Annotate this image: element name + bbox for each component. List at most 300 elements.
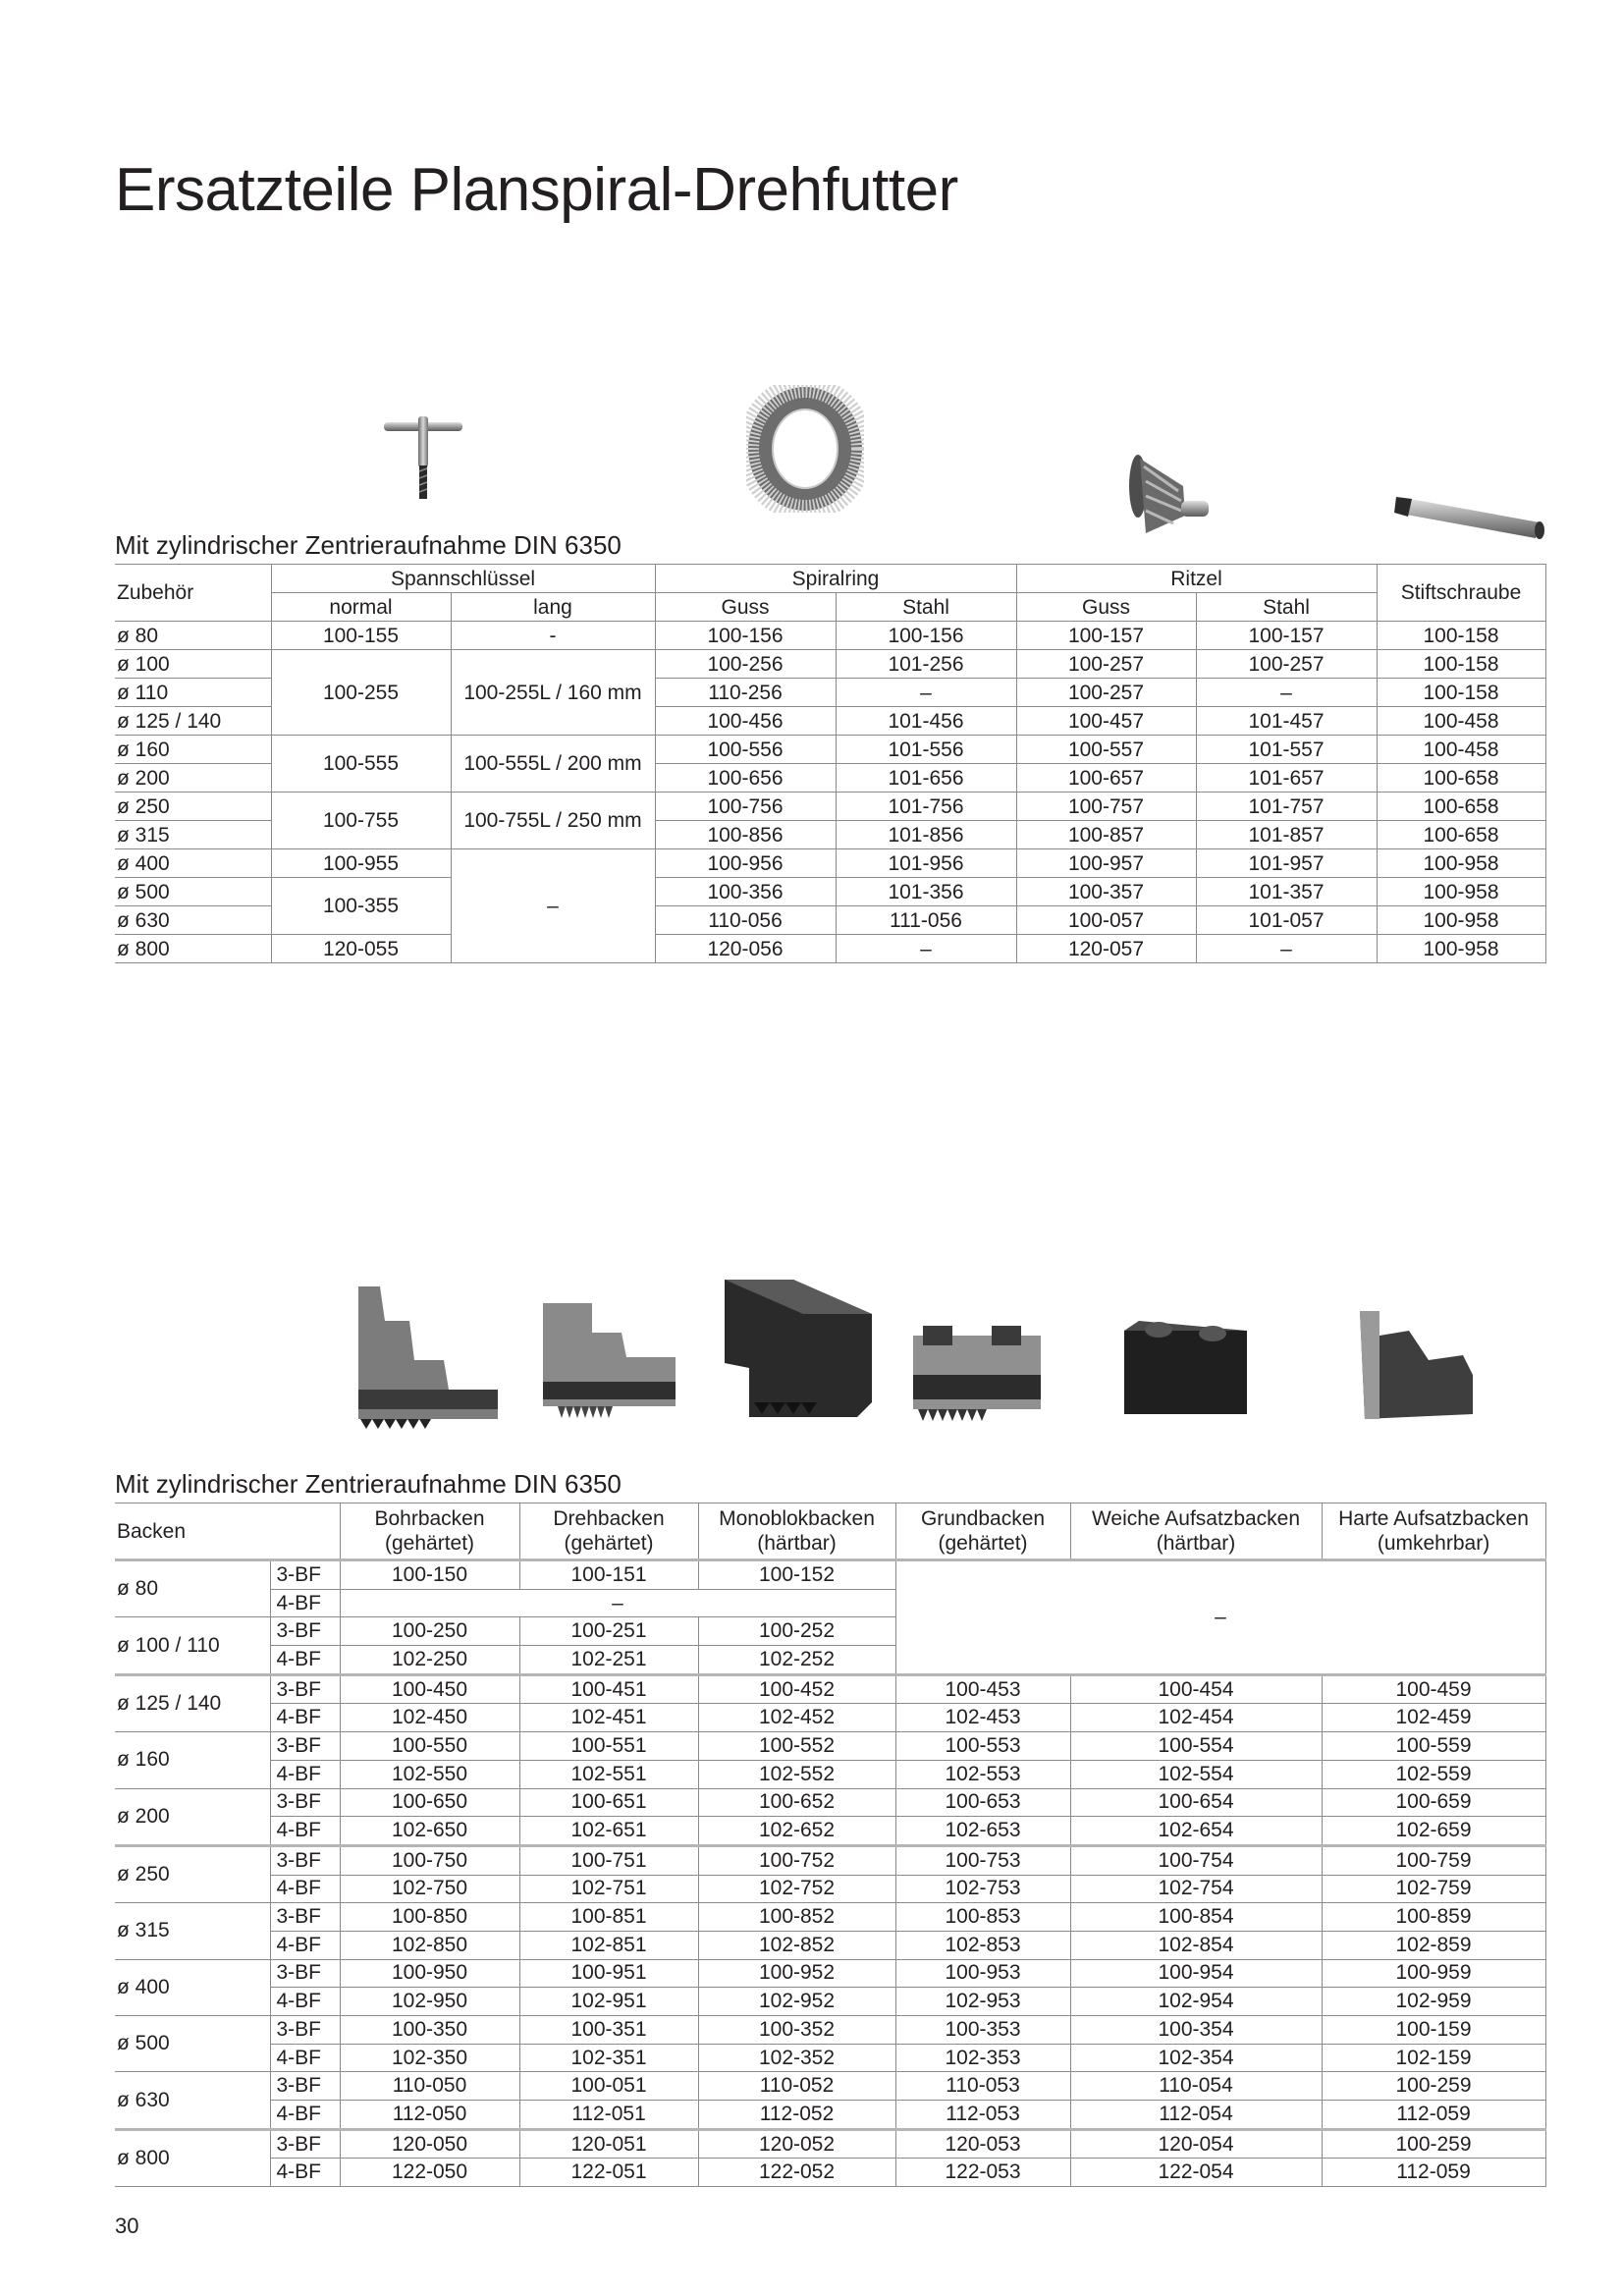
- ritzel-stahl-cell: 101-957: [1196, 849, 1377, 878]
- part-number-cell: 102-754: [1070, 1875, 1322, 1903]
- key-lang-cell: –: [451, 849, 655, 963]
- spiral-stahl-cell: 101-956: [836, 849, 1016, 878]
- part-number-cell: 100-653: [895, 1788, 1070, 1817]
- key-lang-cell: 100-755L / 250 mm: [451, 793, 655, 849]
- part-number-cell: 102-659: [1322, 1817, 1545, 1846]
- size-cell: ø 110: [115, 679, 271, 707]
- part-number-cell: 102-554: [1070, 1760, 1322, 1788]
- header-line1: Grundbacken: [920, 1507, 1046, 1530]
- table-row: [115, 793, 1545, 821]
- base-jaw-image: [908, 1326, 1046, 1424]
- table-row: [115, 1988, 1545, 2016]
- spiral-guss-cell: 100-456: [655, 707, 836, 736]
- size-cell: ø 500: [115, 2016, 270, 2072]
- part-number-cell: 100-259: [1322, 2129, 1545, 2159]
- part-number-cell: 102-654: [1070, 1817, 1322, 1846]
- spiral-guss-cell: 110-256: [655, 679, 836, 707]
- table-row: [115, 878, 1545, 906]
- bf-cell: 3-BF: [270, 1732, 340, 1761]
- part-number-cell: 100-652: [698, 1788, 895, 1817]
- table-row: [115, 2129, 1545, 2159]
- spiral-guss-cell: 100-256: [655, 650, 836, 679]
- dash-cell: –: [895, 1560, 1545, 1675]
- spiral-stahl-cell: –: [836, 935, 1016, 963]
- key-normal-cell: 120-055: [271, 935, 451, 963]
- size-cell: ø 250: [115, 1845, 270, 1902]
- ritzel-stahl-cell: 101-457: [1196, 707, 1377, 736]
- spiral-guss-cell: 100-956: [655, 849, 836, 878]
- spiral-guss-cell: 120-056: [655, 935, 836, 963]
- bf-cell: 4-BF: [270, 1589, 340, 1617]
- part-number-cell: 100-959: [1322, 1959, 1545, 1988]
- size-cell: ø 800: [115, 935, 271, 963]
- header-line2: (gehärtet): [384, 1532, 475, 1555]
- size-cell: ø 100 / 110: [115, 1617, 270, 1674]
- bf-cell: 4-BF: [270, 1646, 340, 1675]
- stiftschraube-cell: 100-658: [1377, 821, 1545, 849]
- accessories-table: [115, 564, 1546, 963]
- part-number-cell: 102-651: [519, 1817, 698, 1846]
- bf-cell: 3-BF: [270, 1560, 340, 1590]
- bf-cell: 3-BF: [270, 1845, 340, 1875]
- ritzel-guss-cell: 100-957: [1016, 849, 1196, 878]
- table-row: [115, 2016, 1545, 2045]
- stiftschraube-cell: 100-158: [1377, 650, 1545, 679]
- part-number-cell: 120-054: [1070, 2129, 1322, 2159]
- part-number-cell: 100-552: [698, 1732, 895, 1761]
- part-number-cell: 102-459: [1322, 1704, 1545, 1732]
- part-number-cell: 100-453: [895, 1674, 1070, 1704]
- bf-cell: 3-BF: [270, 1903, 340, 1932]
- part-number-cell: 100-051: [519, 2072, 698, 2101]
- part-number-cell: 100-151: [519, 1560, 698, 1590]
- table-row: [115, 650, 1545, 679]
- ritzel-guss-cell: 100-757: [1016, 793, 1196, 821]
- table-row: [115, 1674, 1545, 1704]
- header-line1: Weiche Aufsatzbacken: [1091, 1507, 1301, 1530]
- part-number-cell: 100-259: [1322, 2072, 1545, 2101]
- part-number-cell: 102-954: [1070, 1988, 1322, 2016]
- part-number-cell: 102-452: [698, 1704, 895, 1732]
- table-row: [115, 1903, 1545, 1932]
- part-number-cell: 112-053: [895, 2101, 1070, 2130]
- ritzel-stahl-cell: 101-857: [1196, 821, 1377, 849]
- stiftschraube-cell: 100-958: [1377, 906, 1545, 935]
- bf-cell: 4-BF: [270, 1760, 340, 1788]
- ritzel-stahl-cell: 101-757: [1196, 793, 1377, 821]
- spiral-stahl-cell: 101-556: [836, 736, 1016, 764]
- header-normal: normal: [271, 593, 451, 622]
- part-number-cell: 102-552: [698, 1760, 895, 1788]
- table-row: [115, 849, 1545, 878]
- bf-cell: 4-BF: [270, 1875, 340, 1903]
- header-ritzel-stahl: Stahl: [1196, 593, 1377, 622]
- part-number-cell: 100-351: [519, 2016, 698, 2045]
- part-number-cell: 100-650: [340, 1788, 519, 1817]
- table-row: [115, 1732, 1545, 1761]
- part-number-cell: 102-350: [340, 2044, 519, 2072]
- header-spiral-guss: Guss: [655, 593, 836, 622]
- soft-top-jaw-image: [1119, 1316, 1252, 1424]
- drill-jaw-image: [351, 1282, 508, 1429]
- part-number-cell: 102-952: [698, 1988, 895, 2016]
- part-number-cell: 102-351: [519, 2044, 698, 2072]
- section-title-jaws: Mit zylindrischer Zentrieraufnahme DIN 6350: [115, 1469, 622, 1499]
- part-number-cell: 100-451: [519, 1674, 698, 1704]
- part-number-cell: 100-750: [340, 1845, 519, 1875]
- section-title-accessories: Mit zylindrischer Zentrieraufnahme DIN 6350: [115, 530, 622, 560]
- size-cell: ø 200: [115, 1788, 270, 1845]
- table-row: [115, 935, 1545, 963]
- bf-cell: 3-BF: [270, 1959, 340, 1988]
- jaws-table: [115, 1503, 1546, 2187]
- ritzel-guss-cell: 100-357: [1016, 878, 1196, 906]
- part-number-cell: 112-050: [340, 2101, 519, 2130]
- part-number-cell: 102-251: [519, 1646, 698, 1675]
- header-jaw-type: [340, 1503, 519, 1560]
- part-number-cell: 102-550: [340, 1760, 519, 1788]
- part-number-cell: 102-450: [340, 1704, 519, 1732]
- part-number-cell: 100-251: [519, 1617, 698, 1646]
- part-number-cell: 112-059: [1322, 2159, 1545, 2187]
- stiftschraube-cell: 100-658: [1377, 793, 1545, 821]
- stiftschraube-cell: 100-458: [1377, 707, 1545, 736]
- part-number-cell: 102-250: [340, 1646, 519, 1675]
- stiftschraube-cell: 100-958: [1377, 935, 1545, 963]
- header-stiftschraube: Stiftschraube: [1377, 565, 1545, 622]
- part-number-cell: 102-853: [895, 1931, 1070, 1959]
- part-number-cell: 100-459: [1322, 1674, 1545, 1704]
- header-ritzel-guss: Guss: [1016, 593, 1196, 622]
- size-cell: ø 630: [115, 906, 271, 935]
- header-line2: (gehärtet): [938, 1532, 1028, 1555]
- header-spiral-stahl: Stahl: [836, 593, 1016, 622]
- bf-cell: 4-BF: [270, 1988, 340, 2016]
- key-lang-cell: 100-255L / 160 mm: [451, 650, 655, 736]
- size-cell: ø 315: [115, 821, 271, 849]
- part-number-cell: 112-051: [519, 2101, 698, 2130]
- part-number-cell: 100-853: [895, 1903, 1070, 1932]
- header-jaw-type: [1070, 1503, 1322, 1560]
- part-number-cell: 100-851: [519, 1903, 698, 1932]
- size-cell: ø 630: [115, 2072, 270, 2129]
- bf-cell: 4-BF: [270, 1817, 340, 1846]
- bf-cell: 4-BF: [270, 2159, 340, 2187]
- table-row: [115, 2072, 1545, 2101]
- key-normal-cell: 100-355: [271, 878, 451, 935]
- spiral-stahl-cell: 100-156: [836, 622, 1016, 650]
- ritzel-guss-cell: 100-657: [1016, 764, 1196, 793]
- ritzel-stahl-cell: 100-157: [1196, 622, 1377, 650]
- part-number-cell: 100-454: [1070, 1674, 1322, 1704]
- page-title: Ersatzteile Planspiral-Drehfutter: [115, 156, 958, 224]
- part-number-cell: 100-850: [340, 1903, 519, 1932]
- header-jaw-type: [519, 1503, 698, 1560]
- header-line2: (härtbar): [757, 1532, 837, 1555]
- header-line1: Bohrbacken: [374, 1507, 485, 1530]
- part-number-cell: 100-751: [519, 1845, 698, 1875]
- table-row: [115, 2101, 1545, 2130]
- part-number-cell: 100-452: [698, 1674, 895, 1704]
- part-number-cell: 102-750: [340, 1875, 519, 1903]
- size-cell: ø 315: [115, 1903, 270, 1959]
- header-jaw-type: [895, 1503, 1070, 1560]
- part-number-cell: 100-252: [698, 1617, 895, 1646]
- part-number-cell: 102-859: [1322, 1931, 1545, 1959]
- spiral-guss-cell: 100-756: [655, 793, 836, 821]
- part-number-cell: 122-053: [895, 2159, 1070, 2187]
- part-number-cell: 100-559: [1322, 1732, 1545, 1761]
- key-normal-cell: 100-555: [271, 736, 451, 793]
- size-cell: ø 200: [115, 764, 271, 793]
- bf-cell: 4-BF: [270, 1931, 340, 1959]
- chuck-key-image: [376, 403, 479, 501]
- ritzel-stahl-cell: 101-657: [1196, 764, 1377, 793]
- key-lang-cell: -: [451, 622, 655, 650]
- part-number-cell: 102-653: [895, 1817, 1070, 1846]
- part-number-cell: 100-754: [1070, 1845, 1322, 1875]
- stiftschraube-cell: 100-158: [1377, 679, 1545, 707]
- part-number-cell: 102-553: [895, 1760, 1070, 1788]
- table-row: [115, 622, 1545, 650]
- part-number-cell: 102-852: [698, 1931, 895, 1959]
- part-number-cell: 102-652: [698, 1817, 895, 1846]
- table-row: [115, 736, 1545, 764]
- header-line1: Monoblokbacken: [719, 1507, 875, 1530]
- hard-top-jaw-image: [1355, 1306, 1478, 1424]
- part-number-cell: 120-052: [698, 2129, 895, 2159]
- spiral-stahl-cell: 101-756: [836, 793, 1016, 821]
- header-jaw-type: [698, 1503, 895, 1560]
- table-row: [115, 1959, 1545, 1988]
- ritzel-stahl-cell: 100-257: [1196, 650, 1377, 679]
- part-number-cell: 102-454: [1070, 1704, 1322, 1732]
- header-line1: Drehbacken: [553, 1507, 665, 1530]
- part-number-cell: 102-352: [698, 2044, 895, 2072]
- part-number-cell: 102-759: [1322, 1875, 1545, 1903]
- size-cell: ø 800: [115, 2129, 270, 2186]
- ritzel-stahl-cell: 101-057: [1196, 906, 1377, 935]
- part-number-cell: 100-152: [698, 1560, 895, 1590]
- part-number-cell: 110-054: [1070, 2072, 1322, 2101]
- part-number-cell: 100-250: [340, 1617, 519, 1646]
- spiral-stahl-cell: 111-056: [836, 906, 1016, 935]
- ritzel-guss-cell: 100-557: [1016, 736, 1196, 764]
- ritzel-stahl-cell: –: [1196, 679, 1377, 707]
- part-number-cell: 102-354: [1070, 2044, 1322, 2072]
- ritzel-stahl-cell: –: [1196, 935, 1377, 963]
- spiral-guss-cell: 100-156: [655, 622, 836, 650]
- spiral-guss-cell: 100-656: [655, 764, 836, 793]
- part-number-cell: 100-554: [1070, 1732, 1322, 1761]
- part-number-cell: 100-354: [1070, 2016, 1322, 2045]
- part-number-cell: 100-159: [1322, 2016, 1545, 2045]
- table-row: [115, 1704, 1545, 1732]
- bf-cell: 3-BF: [270, 2072, 340, 2101]
- stiftschraube-cell: 100-958: [1377, 849, 1545, 878]
- bf-cell: 3-BF: [270, 1788, 340, 1817]
- header-line2: (härtbar): [1156, 1532, 1236, 1555]
- part-number-cell: 102-650: [340, 1817, 519, 1846]
- bf-cell: 4-BF: [270, 2044, 340, 2072]
- part-number-cell: 100-953: [895, 1959, 1070, 1988]
- bf-cell: 3-BF: [270, 1674, 340, 1704]
- table-row: [115, 2159, 1545, 2187]
- part-number-cell: 120-050: [340, 2129, 519, 2159]
- part-number-cell: 102-353: [895, 2044, 1070, 2072]
- part-number-cell: 122-054: [1070, 2159, 1322, 2187]
- part-number-cell: 100-859: [1322, 1903, 1545, 1932]
- key-lang-cell: 100-555L / 200 mm: [451, 736, 655, 793]
- table-row: [115, 1845, 1545, 1875]
- spiral-guss-cell: 100-356: [655, 878, 836, 906]
- part-number-cell: 102-453: [895, 1704, 1070, 1732]
- stiftschraube-cell: 100-658: [1377, 764, 1545, 793]
- part-number-cell: 100-352: [698, 2016, 895, 2045]
- part-number-cell: 102-951: [519, 1988, 698, 2016]
- table-row: [115, 1760, 1545, 1788]
- spiral-stahl-cell: –: [836, 679, 1016, 707]
- part-number-cell: 100-150: [340, 1560, 519, 1590]
- bf-cell: 3-BF: [270, 2129, 340, 2159]
- size-cell: ø 125 / 140: [115, 1674, 270, 1731]
- header-spannschluessel: Spannschlüssel: [271, 565, 655, 593]
- part-number-cell: 100-954: [1070, 1959, 1322, 1988]
- ritzel-guss-cell: 100-457: [1016, 707, 1196, 736]
- stiftschraube-cell: 100-158: [1377, 622, 1545, 650]
- header-backen: Backen: [115, 1503, 340, 1560]
- size-cell: ø 400: [115, 1959, 270, 2015]
- key-normal-cell: 100-955: [271, 849, 451, 878]
- part-number-cell: 100-353: [895, 2016, 1070, 2045]
- ritzel-guss-cell: 100-257: [1016, 679, 1196, 707]
- bf-cell: 3-BF: [270, 1617, 340, 1646]
- table-row: [115, 1788, 1545, 1817]
- part-number-cell: 100-654: [1070, 1788, 1322, 1817]
- header-jaw-type: [1322, 1503, 1545, 1560]
- part-number-cell: 110-053: [895, 2072, 1070, 2101]
- part-number-cell: 102-851: [519, 1931, 698, 1959]
- spiral-stahl-cell: 101-656: [836, 764, 1016, 793]
- part-number-cell: 100-450: [340, 1674, 519, 1704]
- monoblock-jaw-image: [720, 1275, 877, 1422]
- part-number-cell: 102-159: [1322, 2044, 1545, 2072]
- ritzel-guss-cell: 100-157: [1016, 622, 1196, 650]
- part-number-cell: 122-052: [698, 2159, 895, 2187]
- pinion-image: [1124, 447, 1213, 540]
- part-number-cell: 122-051: [519, 2159, 698, 2187]
- key-normal-cell: 100-255: [271, 650, 451, 736]
- ritzel-stahl-cell: 101-357: [1196, 878, 1377, 906]
- size-cell: ø 160: [115, 1732, 270, 1788]
- part-number-cell: 102-854: [1070, 1931, 1322, 1959]
- size-cell: ø 500: [115, 878, 271, 906]
- part-number-cell: 120-051: [519, 2129, 698, 2159]
- stiftschraube-cell: 100-958: [1377, 878, 1545, 906]
- part-number-cell: 102-959: [1322, 1988, 1545, 2016]
- part-number-cell: 100-951: [519, 1959, 698, 1988]
- part-number-cell: 112-059: [1322, 2101, 1545, 2130]
- ritzel-guss-cell: 120-057: [1016, 935, 1196, 963]
- size-cell: ø 80: [115, 622, 271, 650]
- spiral-stahl-cell: 101-256: [836, 650, 1016, 679]
- table-row: [115, 1817, 1545, 1846]
- spiral-guss-cell: 110-056: [655, 906, 836, 935]
- dash-cell: –: [340, 1589, 895, 1617]
- part-number-cell: 100-852: [698, 1903, 895, 1932]
- size-cell: ø 250: [115, 793, 271, 821]
- size-cell: ø 100: [115, 650, 271, 679]
- bf-cell: 4-BF: [270, 1704, 340, 1732]
- part-number-cell: 100-651: [519, 1788, 698, 1817]
- part-number-cell: 102-559: [1322, 1760, 1545, 1788]
- key-normal-cell: 100-755: [271, 793, 451, 849]
- size-cell: ø 80: [115, 1560, 270, 1617]
- part-number-cell: 110-052: [698, 2072, 895, 2101]
- part-number-cell: 100-550: [340, 1732, 519, 1761]
- spiral-guss-cell: 100-556: [655, 736, 836, 764]
- part-number-cell: 102-753: [895, 1875, 1070, 1903]
- part-number-cell: 112-052: [698, 2101, 895, 2130]
- header-lang: lang: [451, 593, 655, 622]
- turn-jaw-image: [538, 1298, 685, 1426]
- part-number-cell: 100-753: [895, 1845, 1070, 1875]
- ritzel-guss-cell: 100-857: [1016, 821, 1196, 849]
- part-number-cell: 110-050: [340, 2072, 519, 2101]
- header-ritzel: Ritzel: [1016, 565, 1377, 593]
- part-number-cell: 102-751: [519, 1875, 698, 1903]
- part-number-cell: 120-053: [895, 2129, 1070, 2159]
- ritzel-guss-cell: 100-057: [1016, 906, 1196, 935]
- key-normal-cell: 100-155: [271, 622, 451, 650]
- part-number-cell: 102-551: [519, 1760, 698, 1788]
- spiral-guss-cell: 100-856: [655, 821, 836, 849]
- ritzel-guss-cell: 100-257: [1016, 650, 1196, 679]
- page-number: 30: [115, 2214, 139, 2238]
- part-number-cell: 100-553: [895, 1732, 1070, 1761]
- part-number-cell: 100-659: [1322, 1788, 1545, 1817]
- part-number-cell: 100-952: [698, 1959, 895, 1988]
- header-line1: Harte Aufsatzbacken: [1338, 1507, 1529, 1530]
- table-row: [115, 2044, 1545, 2072]
- stiftschraube-cell: 100-458: [1377, 736, 1545, 764]
- size-cell: ø 400: [115, 849, 271, 878]
- size-cell: ø 125 / 140: [115, 707, 271, 736]
- part-number-cell: 122-050: [340, 2159, 519, 2187]
- part-number-cell: 100-759: [1322, 1845, 1545, 1875]
- table-row: [115, 1875, 1545, 1903]
- ritzel-stahl-cell: 101-557: [1196, 736, 1377, 764]
- part-number-cell: 102-950: [340, 1988, 519, 2016]
- part-number-cell: 112-054: [1070, 2101, 1322, 2130]
- part-number-cell: 102-451: [519, 1704, 698, 1732]
- header-line2: (umkehrbar): [1377, 1532, 1490, 1555]
- header-spiralring: Spiralring: [655, 565, 1016, 593]
- part-number-cell: 100-752: [698, 1845, 895, 1875]
- table-row: [115, 1931, 1545, 1959]
- set-screw-image: [1392, 493, 1554, 542]
- part-number-cell: 100-551: [519, 1732, 698, 1761]
- spiral-stahl-cell: 101-456: [836, 707, 1016, 736]
- part-number-cell: 102-252: [698, 1646, 895, 1675]
- part-number-cell: 102-953: [895, 1988, 1070, 2016]
- spiral-ring-image: [746, 385, 864, 513]
- part-number-cell: 100-950: [340, 1959, 519, 1988]
- bf-cell: 3-BF: [270, 2016, 340, 2045]
- part-number-cell: 100-854: [1070, 1903, 1322, 1932]
- bf-cell: 4-BF: [270, 2101, 340, 2130]
- header-zubehoer: Zubehör: [115, 565, 271, 622]
